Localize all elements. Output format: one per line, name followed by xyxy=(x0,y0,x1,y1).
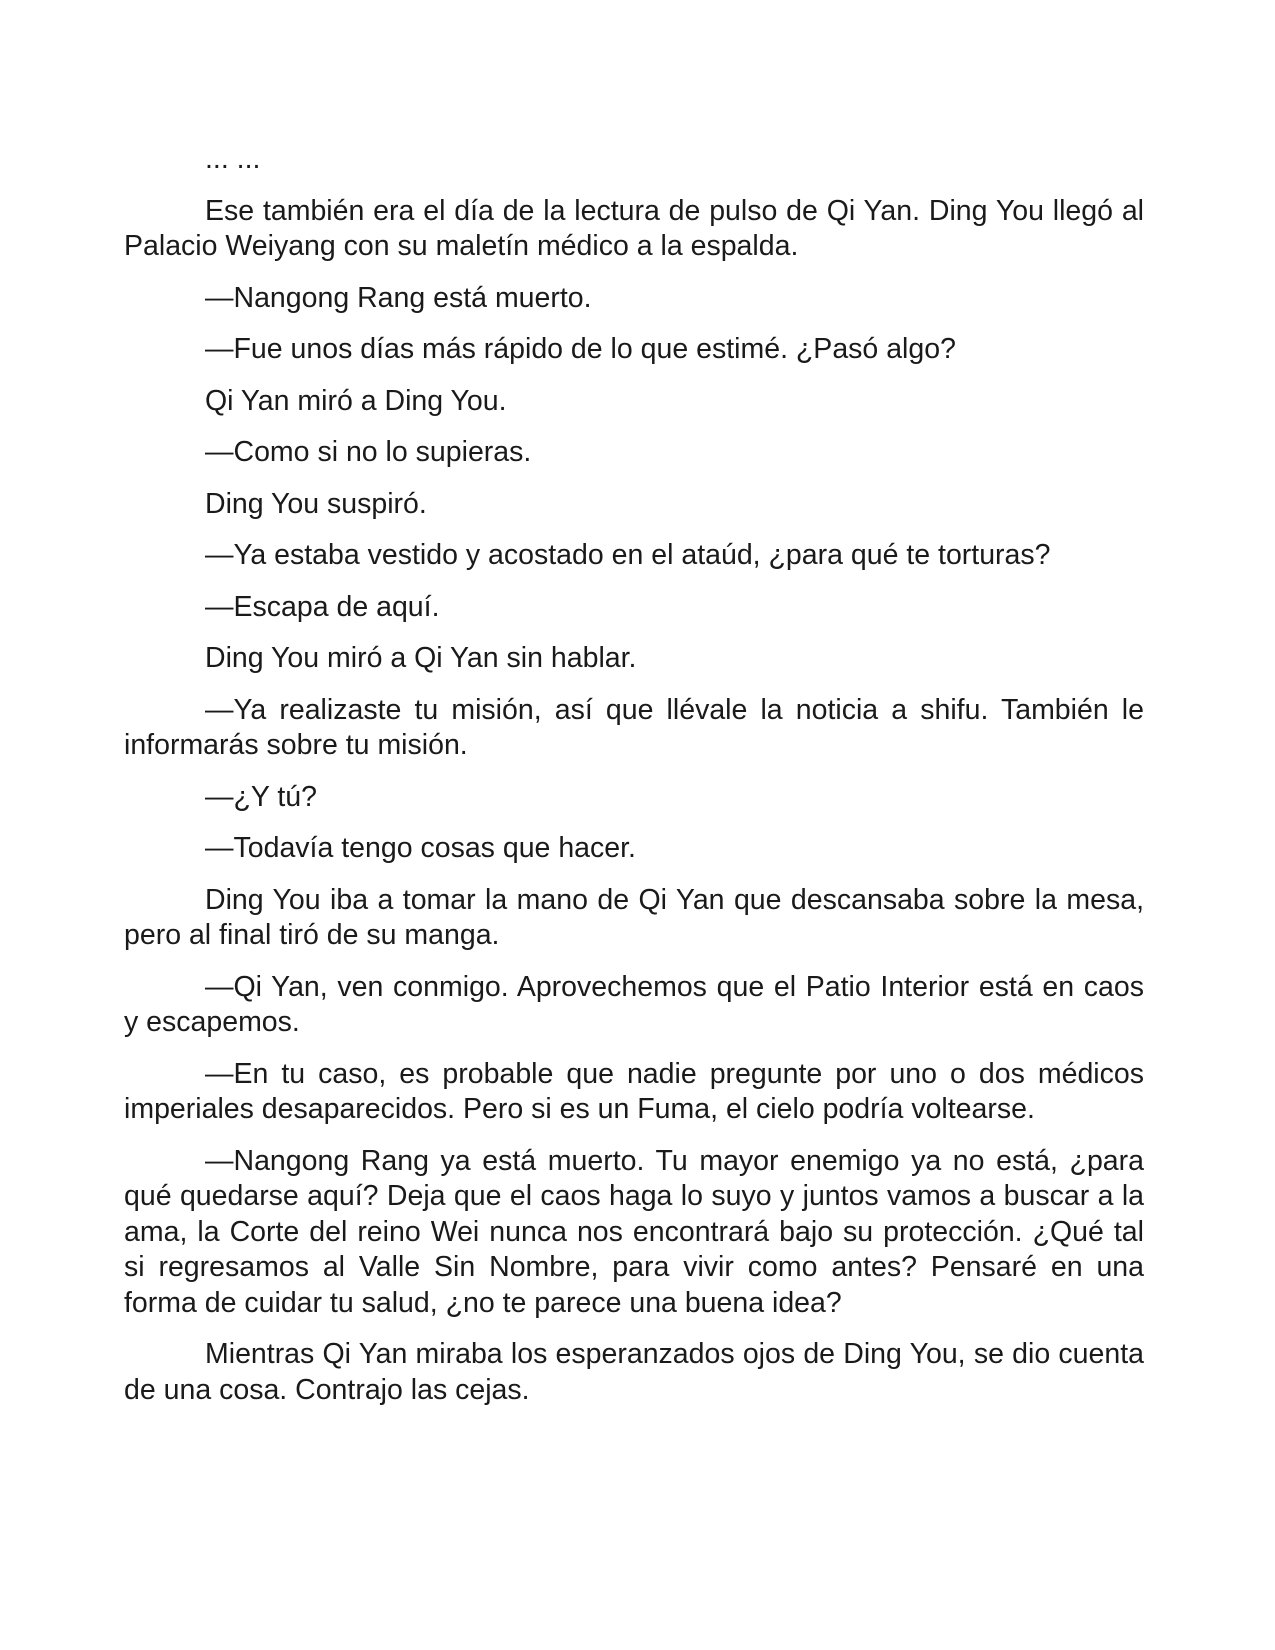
dialogue-line: —Ya realizaste tu misión, así que llévale la noticia a shifu. También le informarás sobre tu misión. xyxy=(124,693,1144,761)
paragraph: Ding You iba a tomar la mano de Qi Yan que descansaba sobre la mesa, pero al final tiró de su manga. xyxy=(124,883,1144,951)
paragraph: Ese también era el día de la lectura de pulso de Qi Yan. Ding You llegó al Palacio Weiyang con su maletín médico a la espalda. xyxy=(124,194,1144,262)
document-body xyxy=(124,142,1144,1424)
paragraph: Ding You miró a Qi Yan sin hablar. xyxy=(205,642,637,674)
dialogue-line: —Ya estaba vestido y acostado en el ataúd, ¿para qué te torturas? xyxy=(205,539,1051,571)
dialogue-line: —En tu caso, es probable que nadie pregunte por uno o dos médicos imperiales desaparecidos. Pero si es un Fuma, el cielo podría voltearse. xyxy=(124,1057,1144,1125)
dialogue-line: —Fue unos días más rápido de lo que estimé. ¿Pasó algo? xyxy=(205,333,956,365)
paragraph-ellipsis: ... ... xyxy=(205,143,261,175)
dialogue-line: —Escapa de aquí. xyxy=(205,590,440,623)
paragraph: Qi Yan miró a Ding You. xyxy=(205,384,507,417)
dialogue-line: —Como si no lo supieras. xyxy=(205,436,532,468)
dialogue-line: —Todavía tengo cosas que hacer. xyxy=(205,832,636,864)
dialogue-line: —¿Y tú? xyxy=(205,780,317,813)
dialogue-line: —Qi Yan, ven conmigo. Aprovechemos que el Patio Interior está en caos y escapemos. xyxy=(124,970,1144,1038)
paragraph: Ding You suspiró. xyxy=(205,487,427,520)
dialogue-line: —Nangong Rang ya está muerto. Tu mayor enemigo ya no está, ¿para qué quedarse aquí? Deja que el caos haga lo suyo y juntos vamos a buscar a la ama, la Corte del reino Wei nunca nos encontrará bajo su protección. ¿Qué tal si regresamos al Valle Sin Nombre, para vivir como antes? Pensaré en una forma de cuidar tu salud, ¿no te parece una buena idea? xyxy=(124,1144,1144,1319)
paragraph: Mientras Qi Yan miraba los esperanzados ojos de Ding You, se dio cuenta de una cosa. Contrajo las cejas. xyxy=(124,1338,1144,1406)
dialogue-line: —Nangong Rang está muerto. xyxy=(205,281,592,314)
